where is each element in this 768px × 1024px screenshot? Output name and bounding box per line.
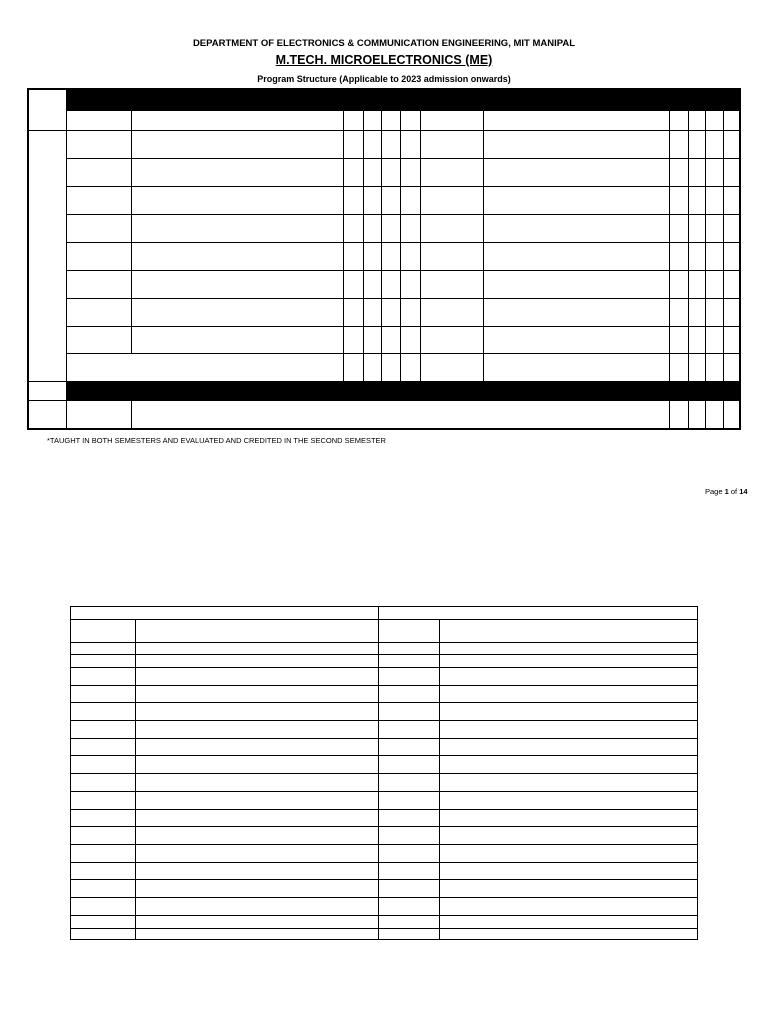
table-banner-middle — [66, 381, 741, 400]
program-structure-table — [27, 88, 741, 430]
table-banner-top — [66, 90, 741, 110]
page-number: Page 1 of 14 — [705, 487, 748, 496]
footnote: *TAUGHT IN BOTH SEMESTERS AND EVALUATED AND CREDITED IN THE SECOND SEMESTER — [47, 436, 386, 445]
department-heading: DEPARTMENT OF ELECTRONICS & COMMUNICATION ENGINEERING, MIT MANIPAL — [192, 38, 576, 49]
structure-subtitle: Program Structure (Applicable to 2023 admission onwards) — [257, 74, 511, 84]
program-title: M.TECH. MICROELECTRONICS (ME) — [275, 53, 493, 67]
course-list-table — [70, 606, 698, 940]
